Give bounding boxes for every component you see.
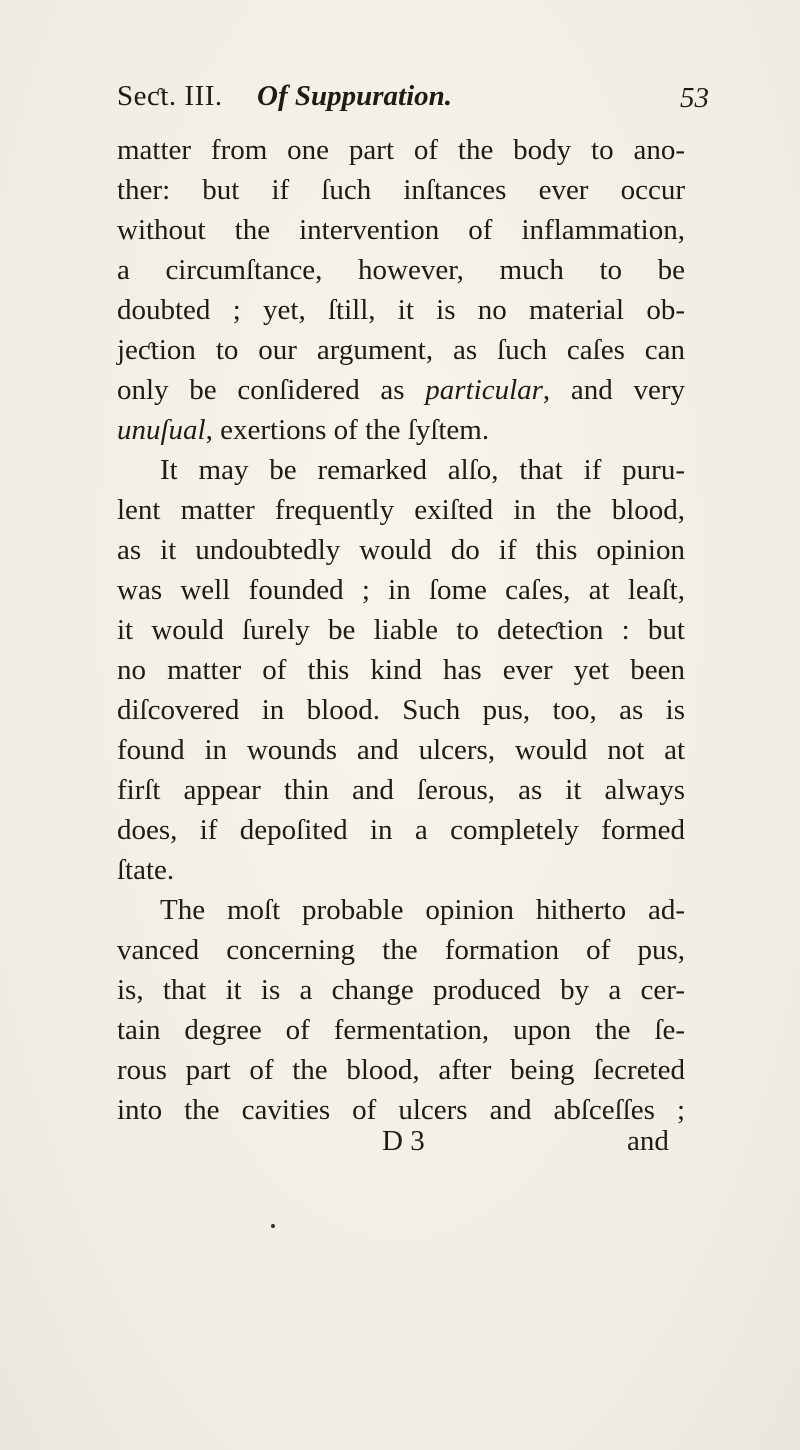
text-line: unuſual, exertions of the ſyſtem.	[117, 414, 490, 446]
text-line: doubted ; yet, ſtill, it is no material ob-	[117, 294, 685, 326]
signature-mark: D 3	[382, 1125, 425, 1157]
text-line: ſtate.	[117, 854, 175, 886]
text-line: tain degree of fermentation, upon the ſe-	[117, 1014, 685, 1046]
text-line: lent matter frequently exiſted in the blood,	[117, 494, 685, 526]
text-line: It may be remarked alſo, that if puru-	[160, 454, 685, 486]
running-head	[0, 80, 800, 120]
page-number: 53	[680, 82, 709, 114]
text-line: vanced concerning the formation of pus,	[117, 934, 685, 966]
text-line: no matter of this kind has ever yet been	[117, 654, 685, 686]
emphasis: unuſual	[117, 414, 206, 446]
text-line: jeƈtion to our argument, as ſuch caſes can	[117, 334, 685, 366]
text-line: without the intervention of inflammation,	[117, 214, 685, 246]
text-line: only be conſidered as particular, and very	[117, 374, 685, 406]
text-line: diſcovered in blood. Such pus, too, as is	[117, 694, 685, 726]
text-line: The moſt probable opinion hitherto ad-	[160, 894, 685, 926]
emphasis: particular	[425, 374, 543, 406]
text-line: found in wounds and ulcers, would not at	[117, 734, 685, 766]
text-line: into the cavities of ulcers and abſceſſes ;	[117, 1094, 685, 1126]
text-line: rous part of the blood, after being ſecreted	[117, 1054, 685, 1086]
text-line: matter from one part of the body to ano-	[117, 134, 685, 166]
text-line: a circumſtance, however, much to be	[117, 254, 685, 286]
text-line: does, if depoſited in a completely formed	[117, 814, 685, 846]
text-line: it would ſurely be liable to deteƈtion : but	[117, 614, 685, 646]
ink-speck	[271, 1224, 275, 1228]
text-line: is, that it is a change produced by a cer-	[117, 974, 685, 1006]
page-footer	[0, 1125, 800, 1165]
section-label: Seƈt. III.	[117, 80, 223, 112]
text-line: as it undoubtedly would do if this opinion	[117, 534, 685, 566]
text-line: firſt appear thin and ſerous, as it always	[117, 774, 685, 806]
chapter-title: Of Suppuration.	[257, 80, 453, 112]
text-line: ther: but if ſuch inſtances ever occur	[117, 174, 685, 206]
text-line: was well founded ; in ſome caſes, at leaſt,	[117, 574, 685, 606]
catchword: and	[627, 1125, 669, 1157]
